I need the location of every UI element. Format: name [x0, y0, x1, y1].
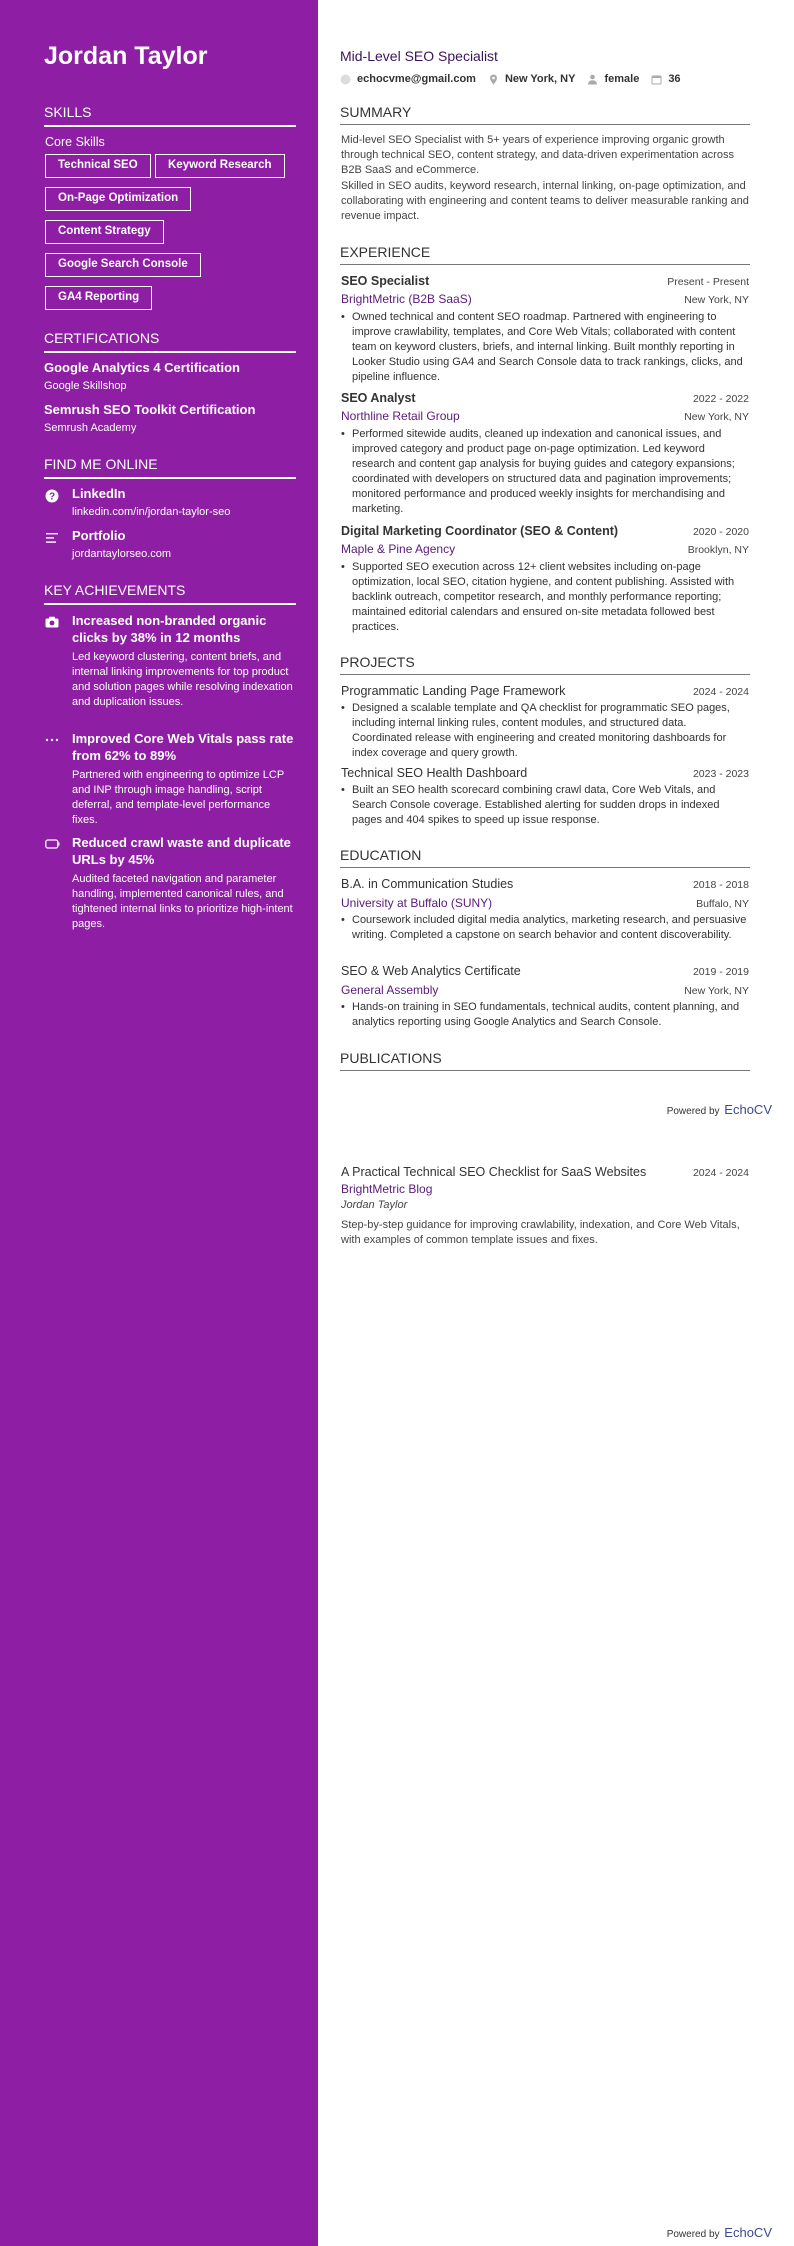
experience-org: Maple & Pine Agency: [341, 542, 456, 556]
project-title-row: [341, 684, 749, 698]
skill-chip: Content Strategy: [45, 220, 164, 244]
education-title: SEO & Web Analytics Certificate: [341, 964, 521, 978]
gender-text: female: [604, 73, 640, 85]
powered-by-footer: [667, 2225, 772, 2240]
projects-heading: PROJECTS: [340, 654, 750, 675]
experience-title: SEO Specialist: [341, 274, 430, 288]
camera-icon: [44, 614, 60, 630]
project-bullet: • Built an SEO health scorecard combining crawl data, Core Web Vitals, and Search Console coverage. Established alerting for sudden drops in indexed pages and 404 spikes to speed up issue response.: [341, 783, 749, 828]
certifications-heading: CERTIFICATIONS: [44, 330, 296, 353]
lines-icon: [44, 530, 60, 546]
summary-paragraph: Skilled in SEO audits, keyword research, internal linking, on-page optimization, and collaborating with engineering and content teams to deliver measurable ranking and revenue impact.: [341, 180, 749, 222]
education-dates: 2019 - 2019: [692, 966, 749, 978]
svg-text:?: ?: [48, 491, 56, 503]
calendar-icon: [651, 74, 662, 85]
job-title: Mid-Level SEO Specialist: [340, 48, 498, 64]
publication-author: Jordan Taylor: [341, 1199, 408, 1211]
experience-title: Digital Marketing Coordinator (SEO & Content): [341, 524, 619, 538]
project-title: Technical SEO Health Dashboard: [341, 766, 528, 780]
main-content: [318, 0, 794, 2246]
cert-org: Semrush Academy: [44, 422, 137, 434]
experience-bullet: • Supported SEO execution across 12+ client websites including on-page optimization, local SEO, citation hygiene, and content publishing. Assisted with backlink outreach, competitor research, and monthly performance reporting; maintained editorial calendars and ensured on-site metadata followed best practices.: [341, 560, 749, 635]
skill-chip: Google Search Console: [45, 253, 201, 277]
experience-dates: 2020 - 2020: [692, 526, 749, 538]
echocv-logo[interactable]: EchoCV: [724, 1102, 772, 1117]
powered-by-label: Powered by: [666, 2229, 720, 2240]
achievement-title: Increased non-branded organic clicks by 38% in 12 months: [72, 613, 267, 645]
powered-by-label: Powered by: [666, 1106, 720, 1117]
project-bullet: • Designed a scalable template and QA checklist for programmatic SEO pages, including internal linking rules, content modules, and structured data. Coordinated release with engineering and created monitoring dashboards for index coverage and query growth.: [341, 701, 749, 761]
experience-title-row: [341, 524, 749, 538]
cert-title: Google Analytics 4 Certification: [44, 360, 241, 375]
education-bullet: • Coursework included digital media analytics, marketing research, and persuasive writing. Completed a capstone on search behavior and content discoverability.: [341, 913, 749, 943]
experience-bullet: • Owned technical and content SEO roadmap. Partnered with engineering to improve crawlability, templates, and Core Web Vitals; collaborated with content team on keyword clusters, briefs, and internal linking. Built monthly reporting in Looker Studio using GA4 and Search Console data to track rankings, clicks, and pipeline influence.: [341, 310, 749, 385]
portfolio-url[interactable]: jordantaylorseo.com: [72, 548, 172, 560]
publication-org: BrightMetric Blog: [341, 1182, 433, 1196]
skills-group-label: Core Skills: [45, 135, 105, 149]
achievements-heading: KEY ACHIEVEMENTS: [44, 582, 296, 605]
skill-chip: GA4 Reporting: [45, 286, 152, 310]
education-org: General Assembly: [341, 983, 439, 997]
publications-heading: PUBLICATIONS: [340, 1050, 750, 1071]
project-title: Programmatic Landing Page Framework: [341, 684, 566, 698]
publication-title: A Practical Technical SEO Checklist for SaaS Websites: [341, 1165, 647, 1179]
battery-icon: [44, 836, 60, 852]
experience-dates: 2022 - 2022: [692, 393, 749, 405]
education-title-row: [341, 877, 749, 891]
linkedin-label[interactable]: LinkedIn: [72, 486, 126, 501]
publication-dates: 2024 - 2024: [692, 1167, 749, 1179]
powered-by-footer: [667, 1102, 772, 1117]
summary-paragraph: Mid-level SEO Specialist with 5+ years of experience improving organic growth through technical SEO, content strategy, and data-driven experimentation across B2B SaaS and eCommerce.: [341, 134, 734, 176]
experience-title-row: [341, 391, 749, 405]
help-circle-icon: [44, 488, 60, 504]
education-location: Buffalo, NY: [696, 898, 749, 910]
experience-org-row: [341, 292, 749, 306]
experience-location: New York, NY: [684, 411, 749, 423]
age-text: 36: [668, 73, 681, 85]
contact-row: [340, 71, 693, 87]
education-org-row: [341, 896, 749, 910]
candidate-name: Jordan Taylor: [44, 42, 208, 70]
location-text: New York, NY: [504, 73, 576, 85]
experience-org: BrightMetric (B2B SaaS): [341, 292, 472, 306]
experience-org-row: [341, 409, 749, 423]
skill-chip: Keyword Research: [155, 154, 285, 178]
experience-heading: EXPERIENCE: [340, 244, 750, 265]
experience-bullet: • Performed sitewide audits, cleaned up indexation and canonical issues, and improved category and product page on-page optimization. Led keyword research and content gap analysis for buying guides and category expansions; coordinated with developers on structured data and pagination improvements; monitored performance and produced weekly insights for merchandising and marketing.: [341, 427, 749, 517]
publication-title-row: [341, 1165, 749, 1179]
education-title-row: [341, 964, 749, 978]
achievement-text: Partnered with engineering to optimize LCP and INP through image handling, script deferral, and template-level performance fixes.: [72, 769, 284, 826]
experience-org-row: [341, 542, 749, 556]
publication-description: Step-by-step guidance for improving crawlability, indexation, and Core Web Vitals, with examples of common template issues and fixes.: [341, 1219, 740, 1246]
echocv-logo[interactable]: EchoCV: [724, 2225, 772, 2240]
experience-location: New York, NY: [684, 294, 749, 306]
cert-org: Google Skillshop: [44, 380, 127, 392]
find-me-heading: FIND ME ONLINE: [44, 456, 296, 479]
portfolio-label[interactable]: Portfolio: [72, 528, 126, 543]
achievement-title: Improved Core Web Vitals pass rate from 62% to 89%: [72, 731, 294, 763]
education-title: B.A. in Communication Studies: [341, 877, 514, 891]
sidebar: [0, 0, 318, 2246]
experience-title-row: [341, 274, 749, 288]
experience-location: Brooklyn, NY: [687, 544, 749, 556]
project-dates: 2024 - 2024: [692, 686, 749, 698]
experience-org: Northline Retail Group: [341, 409, 460, 423]
education-location: New York, NY: [684, 985, 749, 997]
education-heading: EDUCATION: [340, 847, 750, 868]
email-text[interactable]: echocvme@gmail.com: [357, 73, 476, 85]
experience-dates: Present - Present: [667, 276, 749, 288]
location-pin-icon: [488, 74, 499, 85]
publication-org-row: [341, 1182, 749, 1196]
linkedin-url[interactable]: linkedin.com/in/jordan-taylor-seo: [72, 506, 231, 518]
skills-heading: SKILLS: [44, 104, 296, 127]
education-org: University at Buffalo (SUNY): [341, 896, 493, 910]
summary-heading: SUMMARY: [340, 104, 750, 125]
achievement-text: Led keyword clustering, content briefs, and internal linking improvements for top product and solution pages while resolving indexation and duplication issues.: [72, 651, 293, 708]
dots-icon: [44, 732, 60, 748]
skill-chip: Technical SEO: [45, 154, 151, 178]
achievement-title: Reduced crawl waste and duplicate URLs by 45%: [72, 835, 291, 867]
project-dates: 2023 - 2023: [692, 768, 749, 780]
experience-title: SEO Analyst: [341, 391, 416, 405]
education-org-row: [341, 983, 749, 997]
cert-title: Semrush SEO Toolkit Certification: [44, 402, 256, 417]
achievement-text: Audited faceted navigation and parameter handling, implemented canonical rules, and tightened internal links to prioritize high-intent pages.: [72, 873, 293, 930]
person-icon: [587, 74, 598, 85]
project-title-row: [341, 766, 749, 780]
education-dates: 2018 - 2018: [692, 879, 749, 891]
email-icon: [340, 74, 351, 85]
education-bullet: • Hands-on training in SEO fundamentals, technical audits, content planning, and analytics reporting using Google Analytics and Search Console.: [341, 1000, 749, 1030]
skill-chip: On-Page Optimization: [45, 187, 191, 211]
